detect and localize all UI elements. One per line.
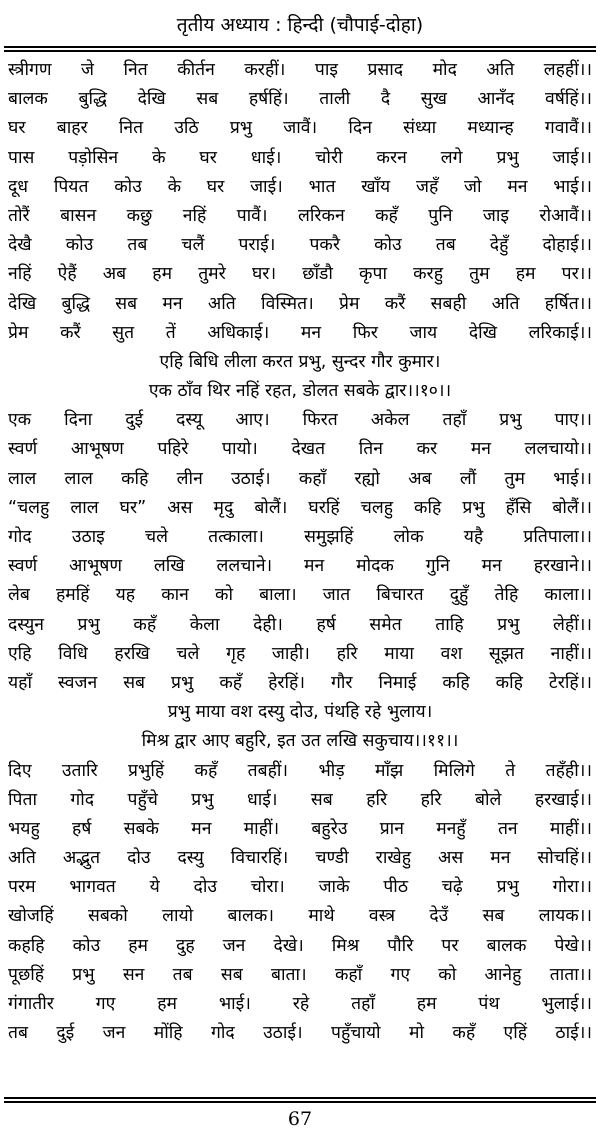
- chaupai-line: [8, 815, 592, 844]
- line-text: पिता गोद पहुँचे प्रभु धाई। सब हरि हरि बोले हरखाई।।: [8, 789, 592, 810]
- footer-rule-double: [4, 1101, 596, 1103]
- line-text: मिश्र द्वार आए बहुरि, इत उत लखि सकुचाय।।११।।: [141, 731, 459, 752]
- line-text: खोजहिं सबको लायो बालक। माथे वस्त्र देउँ सब लायक।।: [8, 906, 592, 927]
- page-header: तृतीय अध्याय : हिन्दी (चौपाई-दोहा): [176, 14, 424, 36]
- chaupai-line: [8, 961, 592, 990]
- line-text: गोद उठाइ चले तत्काला। समुझहिं लोक यहै प्रतिपाला।।: [8, 527, 592, 547]
- chaupai-line: [8, 990, 592, 1019]
- line-text: प्रेम करैं सुत तें अधिकाई। मन फिर जाय देखि लरिकाई।।: [8, 322, 592, 343]
- chaupai-line: [8, 932, 592, 961]
- line-text: घर बाहर नित उठि प्रभु जावैं। दिन संध्या मध्यान्ह गवावैं।।: [8, 118, 592, 139]
- chaupai-line: [8, 260, 592, 289]
- chaupai-line: [8, 611, 592, 640]
- line-text: एहि बिधि लीला करत प्रभु, सुन्दर गौर कुमार।: [159, 351, 441, 372]
- line-text: परम भागवत ये दोउ चोरा। जाके पीठ चढ़े प्रभु गोरा।।: [8, 877, 592, 898]
- verse-body: [8, 56, 592, 1048]
- chaupai-line: [8, 435, 592, 464]
- line-text: भयहु हर्ष सबके मन माहीं। बहुरेउ प्रान मनहुँ तन माहीं।।: [8, 818, 592, 839]
- line-text: नहिं ऐहैं अब हम तुमरे घर। छाँडौ कृपा करहु तुम हम पर।।: [8, 264, 592, 285]
- line-text: दूध पियत कोउ के घर जाई। भात खाँय जहँ जो मन भाई।।: [8, 176, 592, 197]
- chaupai-line: [8, 406, 592, 435]
- line-text: स्वर्ण आभूषण पहिरे पायो। देखत तिन कर मन ललचायो।।: [8, 439, 592, 460]
- line-text: पूछहिं प्रभु सन तब सब बाता। कहाँ गए को आनेहु ताता।।: [8, 964, 592, 985]
- line-text: “चलहु लाल घर” अस मृदु बोलैं। घरहिं चलहु कहि प्रभु हँसि बोलैं।।: [8, 497, 592, 518]
- chaupai-line: [8, 640, 592, 669]
- chaupai-line: [8, 231, 592, 260]
- line-text: दिए उतारि प्रभुहिं कहँ तबहीं। भीड़ माँझ मिलिगे ते तहँही।।: [8, 760, 592, 781]
- chaupai-line: [8, 669, 592, 698]
- chaupai-line: [8, 319, 592, 348]
- chaupai-line: [8, 173, 592, 202]
- line-text: अति अद्भुत दोउ दस्यु विचारहिं। चण्डी राखेहु अस मन सोचहिं।।: [8, 848, 592, 869]
- line-text: स्वर्ण आभूषण लखि ललचाने। मन मोदक गुनि मन हरखाने।।: [8, 556, 592, 577]
- chaupai-line: [8, 144, 592, 173]
- chaupai-line: [8, 873, 592, 902]
- chaupai-line: [8, 552, 592, 581]
- line-text: एहि विधि हरखि चले गृह जाही। हरि माया वश सूझत नाहीं।।: [8, 643, 592, 664]
- chaupai-line: [8, 494, 592, 523]
- chaupai-line: [8, 757, 592, 786]
- chaupai-line: [8, 56, 592, 85]
- doha-line: [8, 348, 592, 377]
- line-text: कहहि कोउ हम दुह जन देखे। मिश्र पौरि पर बालक पेखे।।: [8, 935, 592, 956]
- chaupai-line: [8, 85, 592, 114]
- line-text: गंगातीर गए हम भाई। रहे तहाँ हम पंथ भुलाई।।: [8, 994, 592, 1014]
- line-text: प्रभु माया वश दस्यु दोउ, पंथहि रहे भुलाय।: [167, 702, 433, 723]
- line-text: तब दुई जन मोंहि गोद उठाई। पहुँचायो मो कहँ एहिं ठाई।।: [8, 1023, 592, 1044]
- line-text: लाल लाल कहि लीन उठाई। कहाँ रह्यो अब लौं तुम भाई।।: [8, 468, 592, 489]
- line-text: देखि बुद्धि सब मन अति विस्मित। प्रेम करैं सबही अति हर्षित।।: [8, 293, 592, 314]
- line-text: बालक बुद्धि देखि सब हर्षहिं। ताली दै सुख आनँद वर्षहिं।।: [8, 89, 592, 110]
- chaupai-line: [8, 902, 592, 931]
- chaupai-line: [8, 786, 592, 815]
- doha-line: [8, 698, 592, 727]
- line-text: तोरैं बासन कछु नहिं पावैं। लरिकन कहँ पुनि जाइ रोआवैं।।: [8, 205, 592, 226]
- header-rule: [4, 46, 596, 48]
- header-rule-double: [4, 50, 596, 52]
- line-text: एक दिना दुई दस्यू आए। फिरत अकेल तहाँ प्रभु पाए।।: [8, 410, 592, 431]
- chaupai-line: [8, 114, 592, 143]
- chaupai-line: [8, 523, 592, 552]
- line-text: पास पड़ोसिन के घर धाई। चोरी करन लगे प्रभु जाई।।: [8, 147, 592, 168]
- page-number: 67: [287, 1108, 313, 1130]
- chaupai-line: [8, 844, 592, 873]
- line-text: देखै कोउ तब चलैं पराई। पकरै कोउ तब देहुँ दोहाई।।: [8, 235, 592, 256]
- line-text: यहाँ स्वजन सब प्रभु कहँ हेरहिं। गौर निमाई कहि कहि टेरहिं।।: [8, 672, 592, 693]
- chaupai-line: [8, 581, 592, 610]
- line-text: स्त्रीगण जे नित कीर्तन करहीं। पाइ प्रसाद मोद अति लहहीं।।: [8, 60, 592, 80]
- line-text: एक ठाँव थिर नहिं रहत, डोलत सबके द्वार।।१०।।: [148, 381, 452, 402]
- footer-rule: [4, 1097, 596, 1099]
- doha-line: [8, 727, 592, 756]
- line-text: दस्युन प्रभु कहँ केला देही। हर्ष समेत ताहि प्रभु लेहीं।।: [8, 614, 592, 635]
- chaupai-line: [8, 202, 592, 231]
- chaupai-line: [8, 465, 592, 494]
- doha-line: [8, 377, 592, 406]
- chaupai-line: [8, 290, 592, 319]
- chaupai-line: [8, 1019, 592, 1048]
- line-text: लेब हमहिं यह कान को बाला। जात बिचारत दुहुँ तेहि काला।।: [8, 585, 592, 606]
